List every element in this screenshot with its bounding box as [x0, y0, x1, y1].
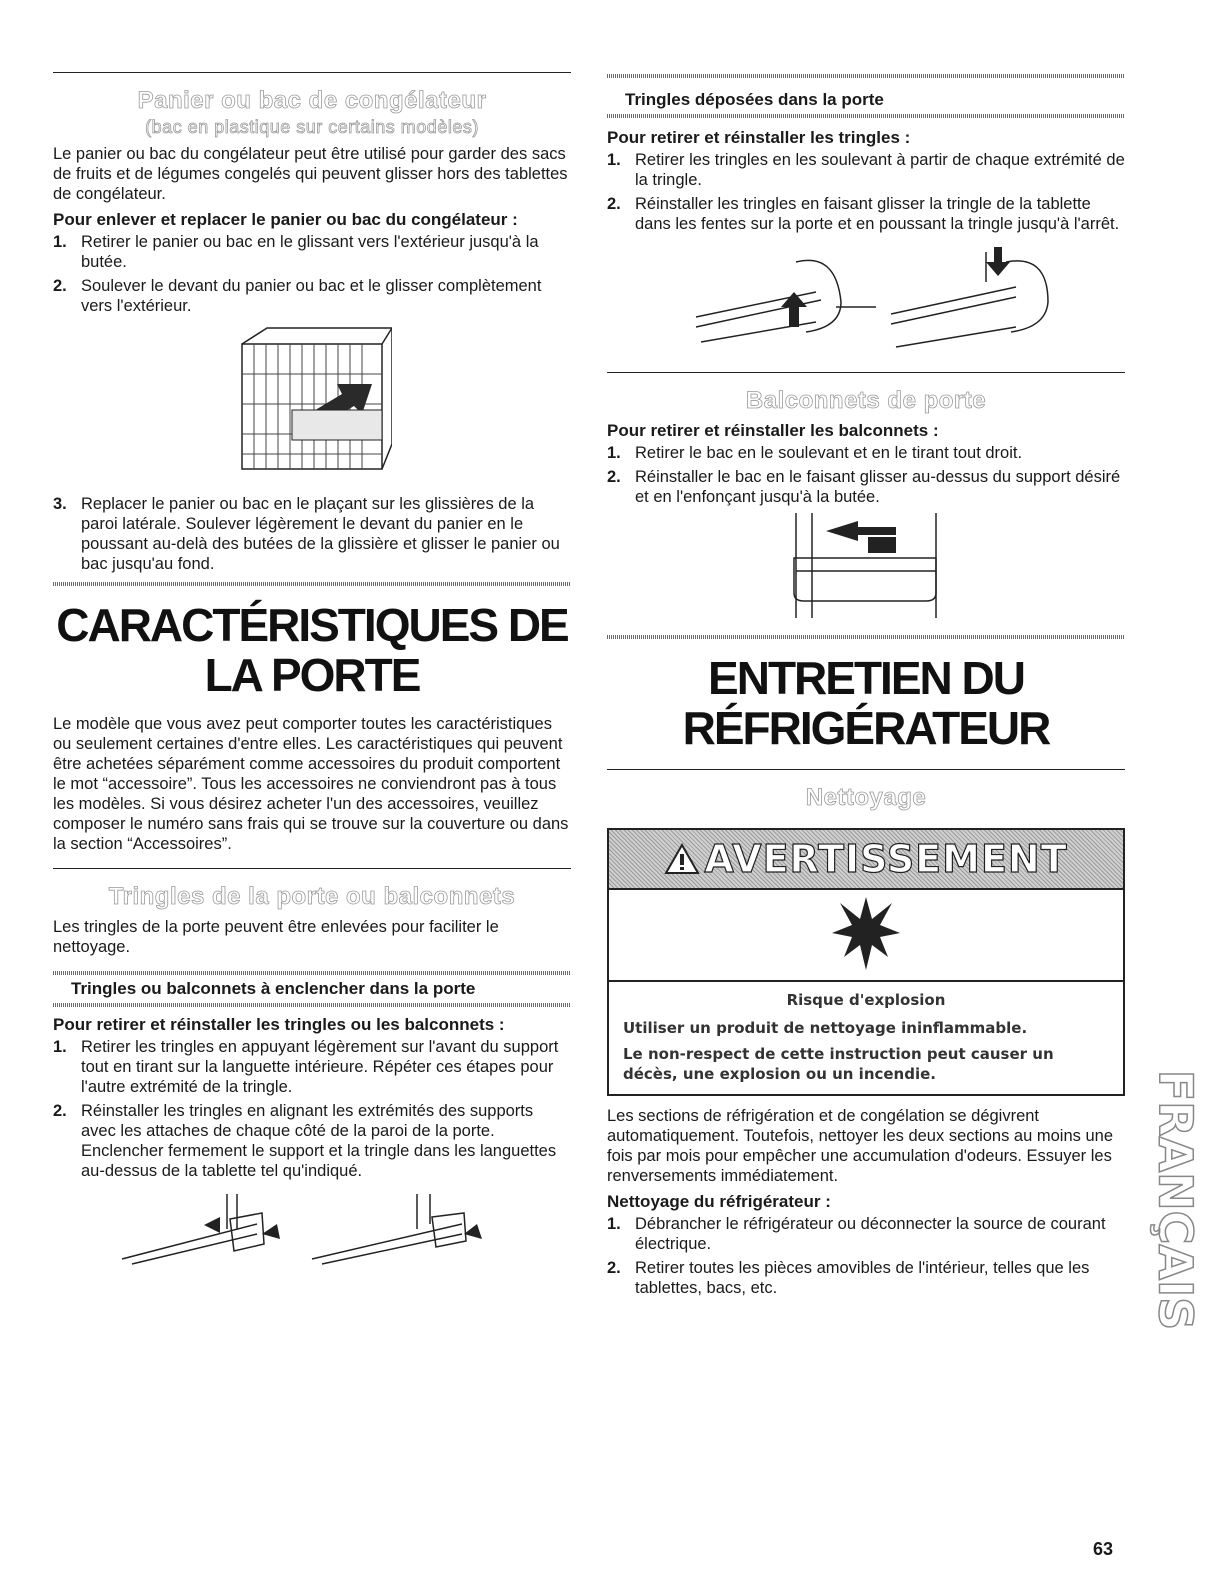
panier-steps-heading: Pour enlever et replacer le panier ou bac du congélateur : [53, 210, 518, 229]
list-item [607, 443, 1125, 463]
step-text: Soulever le devant du panier ou bac et le glisser complètement vers l'extérieur. [81, 277, 542, 315]
step-number: 2. [53, 277, 67, 295]
section-title-nettoyage: Nettoyage [805, 784, 927, 811]
warning-header [609, 830, 1123, 890]
panier-intro: Le panier ou bac du congélateur peut être utilisé pour garder des sacs de fruits et de légumes congelés qui peuvent glisser hors des tablettes de congélateur. [53, 145, 568, 203]
step-number: 1. [607, 444, 621, 462]
warning-triangle-icon [664, 843, 700, 875]
list-item [607, 467, 1125, 507]
door-bin-illustration [786, 513, 946, 623]
step-text: Réinstaller le bac en le faisant glisser au-dessus du support désiré et en l'enfonçant jusqu'à la butée. [635, 468, 1121, 506]
heading-caracteristiques [53, 600, 571, 700]
deposees-steps-heading: Pour retirer et réinstaller les tringles : [607, 128, 911, 147]
step-text: Réinstaller les tringles en alignant les extrémités des supports avec les attaches de chaque côté de la paroi de la porte. Enclencher fermement le support et la tringle dans les languettes au-dessus de la tablette tel qu'indiqué. [81, 1102, 557, 1180]
page-number: 63 [1093, 1539, 1114, 1559]
warning-risk: Risque d'explosion [786, 991, 946, 1009]
divider [53, 868, 571, 869]
step-number: 1. [53, 1038, 67, 1056]
heading-line: CARACTÉRISTIQUES DE [56, 599, 568, 651]
divider [53, 72, 571, 73]
sub-heading-deposees: Tringles déposées dans la porte [625, 90, 884, 109]
explosion-icon-area [609, 890, 1123, 982]
section-title-tringles: Tringles de la porte ou balconnets [108, 883, 516, 910]
section-subtitle-panier: (bac en plastique sur certains modèles) [145, 117, 479, 137]
warning-body [609, 982, 1123, 1094]
warning-label: AVERTISSEMENT [704, 837, 1068, 881]
door-bar-snap-in-illustration [112, 1189, 512, 1269]
step-number: 2. [53, 1102, 67, 1120]
balconnets-steps-heading: Pour retirer et réinstaller les balconnets : [607, 421, 939, 440]
explosion-icon [826, 895, 906, 975]
right-column [607, 68, 1125, 1302]
panier-steps [53, 232, 571, 316]
list-item [53, 1101, 571, 1181]
step-number: 3. [53, 495, 67, 513]
side-tab-label: FRANÇAIS [1148, 1069, 1203, 1331]
tringles-steps [53, 1037, 571, 1181]
step-text: Retirer le bac en le soulevant et en le tirant tout droit. [635, 444, 1023, 462]
tringles-steps-heading: Pour retirer et réinstaller les tringles ou les balconnets : [53, 1015, 505, 1034]
step-text: Débrancher le réfrigérateur ou déconnecter la source de courant électrique. [635, 1215, 1106, 1253]
freezer-basket-illustration [232, 324, 392, 484]
drop-in-bar-illustration [676, 242, 1056, 362]
step-number: 1. [607, 1215, 621, 1233]
list-item [607, 1214, 1125, 1254]
list-item [607, 194, 1125, 234]
divider [607, 372, 1125, 373]
heading-line: LA PORTE [204, 649, 420, 701]
step-text: Retirer les tringles en les soulevant à partir de chaque extrémité de la tringle. [635, 151, 1125, 189]
warning-box [607, 828, 1125, 1096]
heading-line: RÉFRIGÉRATEUR [682, 702, 1050, 754]
step-number: 2. [607, 468, 621, 486]
tringles-intro: Les tringles de la porte peuvent être enlevées pour faciliter le nettoyage. [53, 918, 499, 956]
step-text: Réinstaller les tringles en faisant glisser la tringle de la tablette dans les fentes sur la porte et en poussant la tringle jusqu'à l'arrêt. [635, 195, 1120, 233]
list-item [53, 232, 571, 272]
dotted-divider [53, 582, 571, 586]
dotted-divider [53, 1003, 571, 1007]
panier-step-3 [53, 494, 571, 574]
warning-line-2: Le non-respect de cette instruction peut causer un décès, une explosion ou un incendie. [623, 1045, 1054, 1083]
dotted-divider [607, 635, 1125, 639]
step-number: 2. [607, 195, 621, 213]
list-item [53, 494, 571, 574]
divider [607, 769, 1125, 770]
nettoyage-steps-heading: Nettoyage du réfrigérateur : [607, 1192, 831, 1211]
step-number: 1. [53, 233, 67, 251]
warning-line-1: Utiliser un produit de nettoyage ininflammable. [623, 1019, 1028, 1037]
step-number: 2. [607, 1259, 621, 1277]
step-text: Retirer le panier ou bac en le glissant vers l'extérieur jusqu'à la butée. [81, 233, 539, 271]
language-side-tab [1140, 1060, 1210, 1340]
left-column [53, 68, 571, 1269]
list-item [53, 276, 571, 316]
list-item [53, 1037, 571, 1097]
step-text: Replacer le panier ou bac en le plaçant sur les glissières de la paroi latérale. Soulever légèrement le devant du panier en le poussant au-delà des butées de la glissière et glisser le panier ou bac jusqu'au fond. [81, 495, 560, 573]
sub-heading-enclencher: Tringles ou balconnets à enclencher dans la porte [71, 979, 476, 998]
list-item [607, 1258, 1125, 1298]
section-title-panier: Panier ou bac de congélateur [137, 87, 487, 114]
nettoyage-steps [607, 1214, 1125, 1298]
step-number: 1. [607, 151, 621, 169]
deposees-steps [607, 150, 1125, 234]
step-text: Retirer toutes les pièces amovibles de l'intérieur, telles que les tablettes, bacs, etc. [635, 1259, 1090, 1297]
balconnets-steps [607, 443, 1125, 507]
step-text: Retirer les tringles en appuyant légèrement sur l'avant du support tout en tirant sur la languette intérieure. Répéter ces étapes pour l'autre extrémité de la tringle. [81, 1038, 559, 1096]
heading-entretien [607, 653, 1125, 753]
list-item [607, 150, 1125, 190]
caracteristiques-intro: Le modèle que vous avez peut comporter toutes les caractéristiques ou seulement certaines d'entre elles. Les caractéristiques qui peuvent être achetées séparément comme accessoires du produit comportent le mot “accessoire”. Tous les accessoires ne conviendront pas à tous les modèles. Si vous désirez acheter l'un des accessoires, veuillez composer le numéro sans frais qui se trouve sur la couverture ou dans la section “Accessoires”. [53, 715, 569, 853]
section-title-balconnets: Balconnets de porte [745, 387, 987, 414]
dotted-divider [607, 114, 1125, 118]
heading-line: ENTRETIEN DU [708, 652, 1024, 704]
defrost-paragraph: Les sections de réfrigération et de congélation se dégivrent automatiquement. Toutefois, nettoyer les deux sections au moins une fois par mois pour empêcher une accumulation d'odeurs. Essuyer les renversements immédiatement. [607, 1107, 1113, 1185]
